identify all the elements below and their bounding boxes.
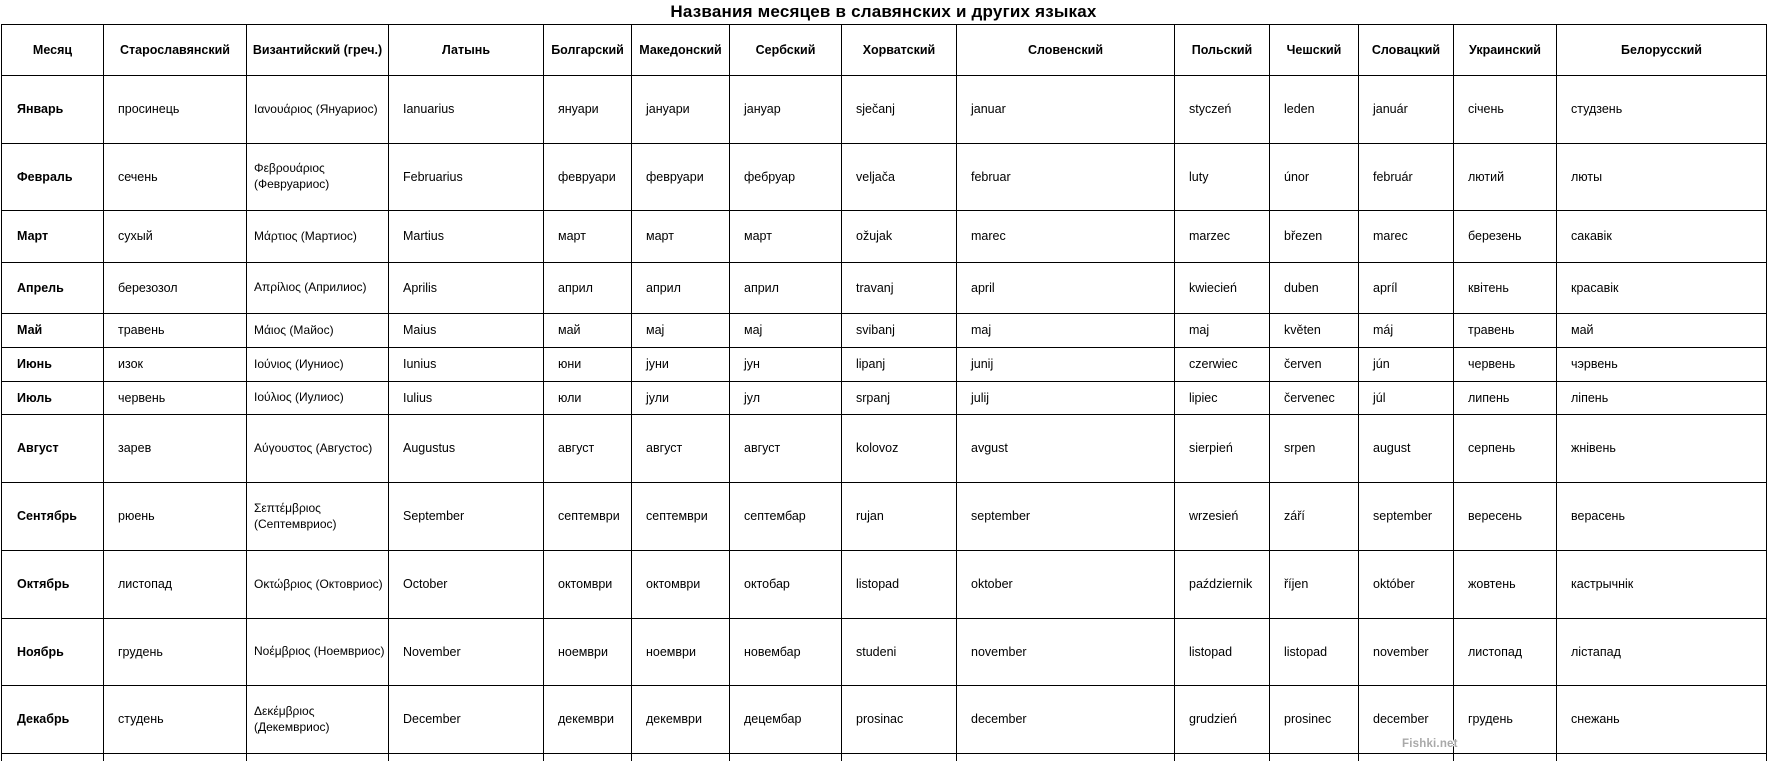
cell: јануари — [632, 76, 730, 144]
table-row — [2, 483, 1767, 551]
cell: септембар — [730, 483, 842, 551]
column-header: Византийский (греч.) — [247, 25, 389, 76]
cell: фебруар — [730, 144, 842, 211]
cell: червень — [1454, 348, 1557, 382]
cell: maj — [1175, 314, 1270, 348]
cell: снежань — [1557, 686, 1767, 754]
table-row — [2, 314, 1767, 348]
cell: Ianuarius — [389, 76, 544, 144]
cell: Μάιος (Майос) — [247, 314, 389, 348]
cell — [1270, 754, 1359, 761]
cell: февруари — [632, 144, 730, 211]
month-name-cell: Декабрь — [2, 686, 104, 754]
cell: wrzesień — [1175, 483, 1270, 551]
cell: travanj — [842, 263, 957, 314]
table-body — [2, 76, 1767, 761]
cell: Ιανουάριος (Януариос) — [247, 76, 389, 144]
cell: јун — [730, 348, 842, 382]
cell: październik — [1175, 551, 1270, 619]
table-row — [2, 686, 1767, 754]
cell: сакавік — [1557, 211, 1767, 263]
cell: лістапад — [1557, 619, 1767, 686]
month-name-cell: Январь — [2, 76, 104, 144]
month-name-cell: Ноябрь — [2, 619, 104, 686]
cell: září — [1270, 483, 1359, 551]
column-header: Хорватский — [842, 25, 957, 76]
cell: кастрычнік — [1557, 551, 1767, 619]
cell: Οκτώβριος (Октовриос) — [247, 551, 389, 619]
cell: грудень — [1454, 686, 1557, 754]
cell: мај — [632, 314, 730, 348]
cell: декември — [632, 686, 730, 754]
column-header: Болгарский — [544, 25, 632, 76]
cell — [1359, 754, 1454, 761]
cell: kwiecień — [1175, 263, 1270, 314]
cell: Iulius — [389, 382, 544, 415]
cell: jún — [1359, 348, 1454, 382]
month-name-cell: Июнь — [2, 348, 104, 382]
month-name-cell: Октябрь — [2, 551, 104, 619]
cell: май — [1557, 314, 1767, 348]
cell: leden — [1270, 76, 1359, 144]
cell: ožujak — [842, 211, 957, 263]
cell: листопад — [1454, 619, 1557, 686]
cell: січень — [1454, 76, 1557, 144]
month-name-cell: Сентябрь — [2, 483, 104, 551]
cell: marec — [1359, 211, 1454, 263]
cell: březen — [1270, 211, 1359, 263]
cell: новембар — [730, 619, 842, 686]
column-header: Сербский — [730, 25, 842, 76]
page-title: Названия месяцев в славянских и других языках — [670, 2, 1097, 21]
cell: julij — [957, 382, 1175, 415]
cell: септември — [544, 483, 632, 551]
cell: czerwiec — [1175, 348, 1270, 382]
cell: kolovoz — [842, 415, 957, 483]
table-row — [2, 382, 1767, 415]
cell: серпень — [1454, 415, 1557, 483]
cell: август — [730, 415, 842, 483]
cell: красавік — [1557, 263, 1767, 314]
cell — [957, 754, 1175, 761]
cell: квітень — [1454, 263, 1557, 314]
column-header: Словенский — [957, 25, 1175, 76]
cell: просинець — [104, 76, 247, 144]
cell: november — [1359, 619, 1454, 686]
cell: ліпень — [1557, 382, 1767, 415]
cell: sierpień — [1175, 415, 1270, 483]
cell: říjen — [1270, 551, 1359, 619]
cell: вересень — [1454, 483, 1557, 551]
cell: травень — [104, 314, 247, 348]
cell — [389, 754, 544, 761]
column-header: Месяц — [2, 25, 104, 76]
cell: maj — [957, 314, 1175, 348]
table-row — [2, 415, 1767, 483]
column-header: Старославянский — [104, 25, 247, 76]
cell: децембар — [730, 686, 842, 754]
cell: липень — [1454, 382, 1557, 415]
cell: oktober — [957, 551, 1175, 619]
cell: Februarius — [389, 144, 544, 211]
cell: april — [957, 263, 1175, 314]
cell: грудень — [104, 619, 247, 686]
cell: лютий — [1454, 144, 1557, 211]
cell: березозол — [104, 263, 247, 314]
cell: октобар — [730, 551, 842, 619]
cell: мај — [730, 314, 842, 348]
cell: студень — [104, 686, 247, 754]
cell: December — [389, 686, 544, 754]
cell: september — [1359, 483, 1454, 551]
cell: верасень — [1557, 483, 1767, 551]
cell: Augustus — [389, 415, 544, 483]
cell: декември — [544, 686, 632, 754]
watermark: Fishki.net — [1402, 738, 1458, 750]
cell: жовтень — [1454, 551, 1557, 619]
cell: studeni — [842, 619, 957, 686]
cell: зарев — [104, 415, 247, 483]
table-row — [2, 263, 1767, 314]
month-name-cell: Апрель — [2, 263, 104, 314]
cell: prosinac — [842, 686, 957, 754]
column-header: Чешский — [1270, 25, 1359, 76]
cell: veljača — [842, 144, 957, 211]
cell: Aprilis — [389, 263, 544, 314]
cell: Αύγουστος (Августос) — [247, 415, 389, 483]
column-header: Словацкий — [1359, 25, 1454, 76]
cell: жнівень — [1557, 415, 1767, 483]
cell — [247, 754, 389, 761]
month-name-cell: Июль — [2, 382, 104, 415]
table-row — [2, 551, 1767, 619]
cell: január — [1359, 76, 1454, 144]
cell: Σεπτέμβριος (Септемвриос) — [247, 483, 389, 551]
cell: изок — [104, 348, 247, 382]
table-row — [2, 211, 1767, 263]
month-name-cell: Май — [2, 314, 104, 348]
cell: Δεκέμβριος (Декемвриос) — [247, 686, 389, 754]
cell: marzec — [1175, 211, 1270, 263]
cell: februar — [957, 144, 1175, 211]
cell: рюень — [104, 483, 247, 551]
cell: јуни — [632, 348, 730, 382]
cell: máj — [1359, 314, 1454, 348]
table-header — [2, 25, 1767, 76]
cell: avgust — [957, 415, 1175, 483]
cell: listopad — [842, 551, 957, 619]
cell: júl — [1359, 382, 1454, 415]
cell — [730, 754, 842, 761]
cell: јануар — [730, 76, 842, 144]
cell: юли — [544, 382, 632, 415]
header-row — [2, 25, 1767, 76]
cell: lipanj — [842, 348, 957, 382]
cell: студзень — [1557, 76, 1767, 144]
cell: červenec — [1270, 382, 1359, 415]
cell — [544, 754, 632, 761]
cell: март — [544, 211, 632, 263]
cell: august — [1359, 415, 1454, 483]
table-row — [2, 144, 1767, 211]
table-row — [2, 348, 1767, 382]
cell: ноември — [632, 619, 730, 686]
column-header: Польский — [1175, 25, 1270, 76]
cell: prosinec — [1270, 686, 1359, 754]
cell — [1175, 754, 1270, 761]
cell: október — [1359, 551, 1454, 619]
cell: Maius — [389, 314, 544, 348]
cell: listopad — [1270, 619, 1359, 686]
cell: јули — [632, 382, 730, 415]
cell: Νοέμβριος (Ноемвриос) — [247, 619, 389, 686]
cell: март — [632, 211, 730, 263]
cell: marec — [957, 211, 1175, 263]
cell: август — [632, 415, 730, 483]
cell: Φεβρουάριος (Февруариос) — [247, 144, 389, 211]
cell: февруари — [544, 144, 632, 211]
cell: травень — [1454, 314, 1557, 348]
cell: november — [957, 619, 1175, 686]
cell: Ιούνιος (Иуниос) — [247, 348, 389, 382]
cell: rujan — [842, 483, 957, 551]
cell: September — [389, 483, 544, 551]
cell: сухый — [104, 211, 247, 263]
cell: květen — [1270, 314, 1359, 348]
cell: december — [957, 686, 1175, 754]
table-row — [2, 619, 1767, 686]
cell: чэрвень — [1557, 348, 1767, 382]
cell: октомври — [632, 551, 730, 619]
cell: listopad — [1175, 619, 1270, 686]
cell: junij — [957, 348, 1175, 382]
cell: март — [730, 211, 842, 263]
column-header: Латынь — [389, 25, 544, 76]
cell: април — [730, 263, 842, 314]
cell: Martius — [389, 211, 544, 263]
partial-row — [2, 754, 1767, 761]
cell: február — [1359, 144, 1454, 211]
cell: август — [544, 415, 632, 483]
cell: сечень — [104, 144, 247, 211]
cell — [104, 754, 247, 761]
cell: lipiec — [1175, 382, 1270, 415]
cell: април — [544, 263, 632, 314]
cell: люты — [1557, 144, 1767, 211]
cell — [1454, 754, 1557, 761]
cell: Μάρτιος (Мартиос) — [247, 211, 389, 263]
cell: октомври — [544, 551, 632, 619]
cell: sječanj — [842, 76, 957, 144]
cell — [1557, 754, 1767, 761]
month-name-cell: Март — [2, 211, 104, 263]
cell: svibanj — [842, 314, 957, 348]
cell: červen — [1270, 348, 1359, 382]
cell: септември — [632, 483, 730, 551]
cell — [632, 754, 730, 761]
cell: березень — [1454, 211, 1557, 263]
cell: јул — [730, 382, 842, 415]
cell: srpanj — [842, 382, 957, 415]
cell: januar — [957, 76, 1175, 144]
month-name-cell: Февраль — [2, 144, 104, 211]
cell: styczeń — [1175, 76, 1270, 144]
cell: юни — [544, 348, 632, 382]
cell: srpen — [1270, 415, 1359, 483]
cell — [842, 754, 957, 761]
table-row — [2, 76, 1767, 144]
column-header: Украинский — [1454, 25, 1557, 76]
cell: december — [1359, 686, 1454, 754]
cell: Iunius — [389, 348, 544, 382]
cell: November — [389, 619, 544, 686]
cell: september — [957, 483, 1175, 551]
cell: Ιούλιος (Иулиос) — [247, 382, 389, 415]
cell: duben — [1270, 263, 1359, 314]
column-header: Македонский — [632, 25, 730, 76]
cell: листопад — [104, 551, 247, 619]
cell: October — [389, 551, 544, 619]
cell: luty — [1175, 144, 1270, 211]
cell: ноември — [544, 619, 632, 686]
cell: май — [544, 314, 632, 348]
cell: apríl — [1359, 263, 1454, 314]
months-table — [1, 24, 1767, 761]
column-header: Белорусский — [1557, 25, 1767, 76]
cell: червень — [104, 382, 247, 415]
cell: януари — [544, 76, 632, 144]
cell: únor — [1270, 144, 1359, 211]
cell: Απρίλιος (Априлиос) — [247, 263, 389, 314]
month-name-cell: Август — [2, 415, 104, 483]
cell — [2, 754, 104, 761]
cell: април — [632, 263, 730, 314]
cell: grudzień — [1175, 686, 1270, 754]
